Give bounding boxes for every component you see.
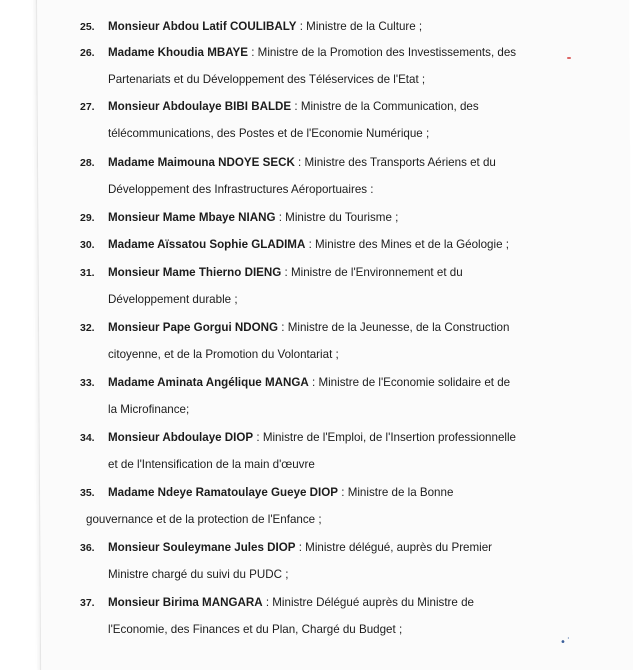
ministry-title: : Ministre des Mines et de la Géologie ;	[305, 238, 509, 251]
entry-number: 37.	[80, 597, 95, 609]
minister-name: Monsieur Mame Thierno DIENG	[108, 266, 282, 279]
entry-number: 29.	[80, 212, 95, 224]
entry-line-2: Développement durable ;	[108, 293, 238, 306]
ministry-title: : Ministre de la Communication, des	[291, 100, 479, 113]
minister-name: Monsieur Abdoulaye DIOP	[108, 431, 254, 444]
entry-line-2: l'Economie, des Finances et du Plan, Chargé du Budget ;	[108, 623, 403, 636]
ministry-title: : Ministre de la Bonne	[338, 486, 454, 499]
minister-name: Monsieur Mame Mbaye NIANG	[108, 211, 276, 224]
entry-line-1	[80, 46, 516, 60]
ministry-title: : Ministre de l'Environnement et du	[281, 266, 463, 279]
entry-number: 35.	[80, 487, 95, 499]
entry-line-2: la Microfinance;	[108, 403, 190, 416]
entry-line-1	[80, 486, 453, 500]
entry-number: 34.	[80, 432, 95, 444]
entry-line-1	[80, 100, 479, 114]
entry-line-1	[80, 376, 510, 390]
ministry-title: : Ministre de l'Economie solidaire et de	[308, 376, 511, 389]
entry-number: 36.	[80, 542, 95, 554]
entry-number: 26.	[80, 47, 95, 59]
entry-line-2: gouvernance et de la protection de l'Enfance ;	[86, 513, 322, 526]
entry-line-1	[80, 238, 509, 252]
entry-line-2: citoyenne, et de la Promotion du Volontariat ;	[108, 348, 339, 361]
ministry-title: : Ministre de la Culture ;	[296, 20, 423, 33]
ministry-title: : Ministre du Tourisme ;	[275, 211, 399, 224]
entry-line-2: Ministre chargé du suivi du PUDC ;	[108, 568, 289, 581]
minister-name: Madame Aïssatou Sophie GLADIMA	[108, 238, 306, 251]
entry-line-2: télécommunications, des Postes et de l'Economie Numérique ;	[108, 127, 430, 140]
ministry-title: : Ministre Délégué auprès du Ministre de	[262, 596, 474, 609]
entry-line-1	[80, 431, 516, 445]
entry-number: 32.	[80, 322, 95, 334]
minister-name: Monsieur Souleymane Jules DIOP	[108, 541, 296, 554]
minister-name: Monsieur Birima MANGARA	[108, 596, 263, 609]
entry-number: 28.	[80, 157, 95, 169]
ministry-title: : Ministre de la Promotion des Investissements, des	[248, 46, 517, 59]
entry-line-1	[80, 156, 496, 170]
ministry-title: : Ministre de l'Emploi, de l'Insertion professionnelle	[253, 431, 516, 444]
pen-mark-icon: •˙	[560, 637, 571, 648]
entry-line-1	[80, 266, 463, 280]
entry-line-1	[80, 596, 474, 610]
entry-number: 31.	[80, 267, 95, 279]
minister-name: Madame Khoudia MBAYE	[108, 46, 249, 59]
entry-line-2: Développement des Infrastructures Aéroportuaires :	[108, 183, 374, 196]
entry-line-2: Partenariats et du Développement des Téléservices de l'Etat ;	[108, 73, 426, 86]
minister-name: Monsieur Pape Gorgui NDONG	[108, 321, 279, 334]
entry-line-1	[80, 321, 509, 335]
entry-number: 33.	[80, 377, 95, 389]
minister-name: Madame Ndeye Ramatoulaye Gueye DIOP	[108, 486, 339, 499]
ink-speck	[567, 57, 571, 59]
minister-name: Madame Aminata Angélique MANGA	[108, 376, 309, 389]
entry-line-1	[80, 541, 492, 555]
ministry-title: : Ministre des Transports Aériens et du	[294, 156, 496, 169]
entry-number: 30.	[80, 239, 95, 251]
entry-line-1	[80, 211, 398, 225]
entry-number: 25.	[80, 21, 95, 33]
minister-name: Monsieur Abdoulaye BIBI BALDE	[108, 100, 292, 113]
minister-name: Monsieur Abdou Latif COULIBALY	[108, 20, 297, 33]
entry-number: 27.	[80, 101, 95, 113]
entry-line-2: et de l'Intensification de la main d'œuvre	[108, 458, 315, 471]
minister-name: Madame Maimouna NDOYE SECK	[108, 156, 295, 169]
ministry-title: : Ministre délégué, auprès du Premier	[295, 541, 493, 554]
ministry-title: : Ministre de la Jeunesse, de la Construction	[278, 321, 510, 334]
entry-line-1	[80, 20, 422, 34]
